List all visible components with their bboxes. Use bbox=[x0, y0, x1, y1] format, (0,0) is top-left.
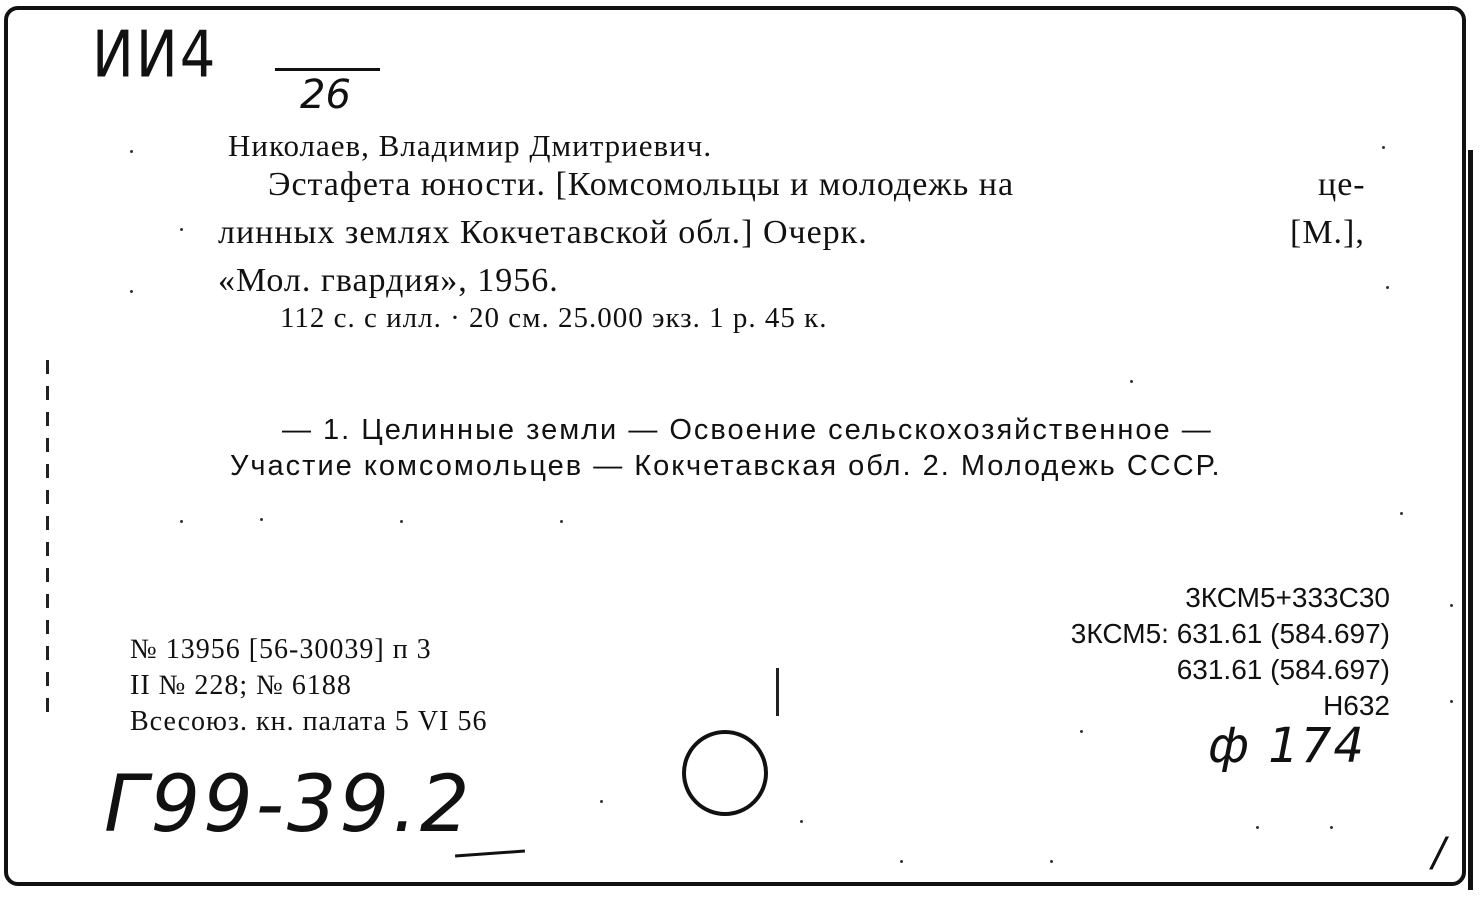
title-line-2: линных землях Кокчетавской обл.] Очерк. bbox=[218, 214, 868, 251]
scan-speck bbox=[260, 518, 263, 521]
classification-line-2: 3КСМ5: 631.61 (584.697) bbox=[1070, 618, 1390, 649]
scan-speck bbox=[900, 860, 903, 863]
handwritten-top-sub: 26 bbox=[300, 72, 351, 118]
classification-line-3: 631.61 (584.697) bbox=[1176, 654, 1390, 685]
scan-speck bbox=[1130, 380, 1133, 383]
card-left-margin-mark bbox=[46, 360, 49, 720]
handwritten-right-mark: ф 174 bbox=[1208, 718, 1366, 774]
physical-description: 112 с. с илл. · 20 см. 25.000 экз. 1 р. 45 к. bbox=[280, 302, 828, 334]
subject-line-2: Участие комсомольцев — Кокчетавская обл. 2. Молодежь СССР. bbox=[230, 450, 1222, 482]
registry-block bbox=[130, 632, 487, 740]
scan-speck bbox=[1450, 700, 1453, 703]
scan-speck bbox=[600, 800, 603, 803]
handwritten-corner-stroke: / bbox=[1432, 830, 1446, 876]
scan-speck bbox=[1050, 860, 1053, 863]
classification-block bbox=[900, 580, 1390, 724]
scan-speck bbox=[1382, 146, 1385, 149]
scan-speck bbox=[400, 520, 403, 523]
scan-speck bbox=[560, 520, 563, 523]
title-line-3: «Мол. гвардия», 1956. bbox=[218, 262, 559, 299]
handwritten-top-underline bbox=[275, 68, 380, 71]
card-edge-shadow bbox=[1468, 150, 1473, 890]
scan-speck bbox=[1400, 512, 1403, 515]
scan-speck bbox=[1330, 826, 1333, 829]
registry-line-2: II № 228; № 6188 bbox=[130, 670, 352, 701]
title-line-1: Эстафета юности. [Комсомольцы и молодежь на bbox=[268, 166, 1015, 203]
registry-line-1: № 13956 [56-30039] п 3 bbox=[130, 634, 432, 665]
scan-speck bbox=[1450, 604, 1453, 607]
handwritten-top-number: ИИ4 bbox=[92, 18, 218, 93]
circle-stamp bbox=[682, 730, 768, 816]
author-heading: Николаев, Владимир Дмитриевич. bbox=[228, 128, 713, 163]
scan-speck bbox=[1256, 826, 1259, 829]
scan-speck bbox=[130, 290, 133, 293]
scan-speck bbox=[180, 520, 183, 523]
subject-line-1: — 1. Целинные земли — Освоение сельскохозяйственное — bbox=[282, 414, 1213, 446]
classification-line-1: 3КСМ5+333С30 bbox=[1185, 582, 1390, 613]
title-line-2-end: [М.], bbox=[1290, 214, 1365, 251]
handwritten-bottom-code: Г99-39.2 bbox=[104, 760, 473, 850]
scan-speck bbox=[1386, 286, 1389, 289]
title-line-1-end: це- bbox=[1318, 166, 1366, 203]
registry-line-3: Всесоюз. кн. палата 5 VI 56 bbox=[130, 706, 488, 737]
scan-speck bbox=[1080, 730, 1083, 733]
scan-speck bbox=[180, 228, 183, 231]
vertical-tick-mark bbox=[776, 668, 779, 716]
scan-speck bbox=[800, 820, 803, 823]
scan-speck bbox=[130, 150, 133, 153]
classification-line-4: Н632 bbox=[1323, 690, 1390, 721]
